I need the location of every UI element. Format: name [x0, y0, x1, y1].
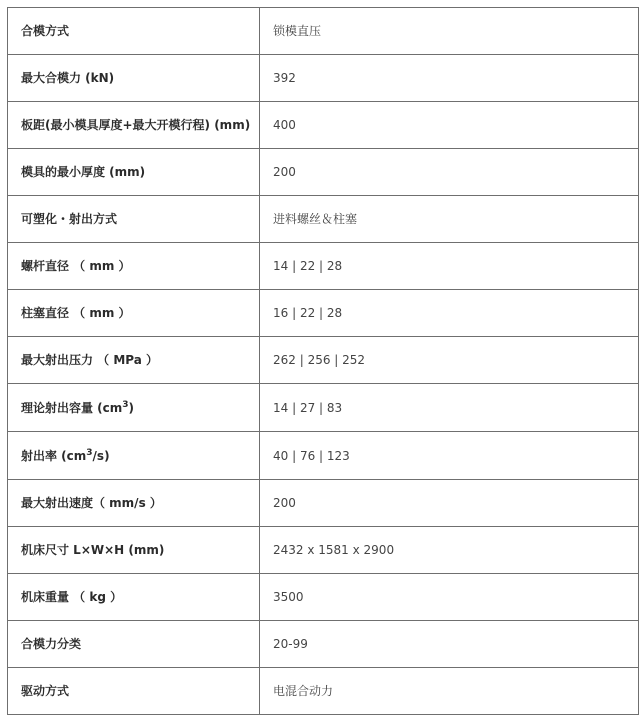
label-text: /s): [92, 448, 110, 463]
row-label: 可塑化・射出方式: [8, 196, 260, 243]
table-row: [8, 55, 639, 102]
row-value: 进料螺丝＆柱塞: [260, 196, 639, 243]
table-row: [8, 243, 639, 290]
row-label: 合模力分类: [8, 621, 260, 668]
row-label: 驱动方式: [8, 668, 260, 715]
table-row: [8, 574, 639, 621]
row-value: 200: [260, 149, 639, 196]
row-label: 机床尺寸 L×W×H (mm): [8, 527, 260, 574]
row-value: 电混合动力: [260, 668, 639, 715]
row-value: 16 | 22 | 28: [260, 290, 639, 337]
row-value: 14 | 27 | 83: [260, 384, 639, 432]
row-value: 锁模直压: [260, 8, 639, 55]
superscript: 3: [86, 447, 93, 458]
row-label: 柱塞直径 （ mm ）: [8, 290, 260, 337]
table-row: [8, 8, 639, 55]
table-row: [8, 432, 639, 480]
table-row: [8, 196, 639, 243]
row-value: 262 | 256 | 252: [260, 337, 639, 384]
row-value: 14 | 22 | 28: [260, 243, 639, 290]
row-label: 板距(最小模具厚度+最大开模行程) (mm): [8, 102, 260, 149]
row-label: 螺杆直径 （ mm ）: [8, 243, 260, 290]
label-text: 理论射出容量 (cm: [21, 400, 123, 415]
row-label: 合模方式: [8, 8, 260, 55]
row-value: 40 | 76 | 123: [260, 432, 639, 480]
row-value: 392: [260, 55, 639, 102]
table-row: [8, 668, 639, 715]
row-label: 机床重量 （ kg ）: [8, 574, 260, 621]
table-row: [8, 290, 639, 337]
row-label: 模具的最小厚度 (mm): [8, 149, 260, 196]
row-value: 200: [260, 480, 639, 527]
table-row: [8, 384, 639, 432]
row-label: 最大射出速度（ mm/s ）: [8, 480, 260, 527]
row-value: 2432 x 1581 x 2900: [260, 527, 639, 574]
table-row: [8, 337, 639, 384]
table-row: [8, 149, 639, 196]
row-label: [8, 432, 260, 480]
spec-table: [7, 7, 639, 715]
table-row: [8, 480, 639, 527]
row-label: 最大合模力 (kN): [8, 55, 260, 102]
row-label: 最大射出压力 （ MPa ）: [8, 337, 260, 384]
table-row: [8, 527, 639, 574]
label-text: ): [128, 400, 135, 415]
row-label: [8, 384, 260, 432]
row-value: 3500: [260, 574, 639, 621]
row-value: 400: [260, 102, 639, 149]
table-row: [8, 621, 639, 668]
table-row: [8, 102, 639, 149]
superscript: 3: [122, 399, 129, 410]
label-text: 射出率 (cm: [21, 448, 87, 463]
row-value: 20-99: [260, 621, 639, 668]
